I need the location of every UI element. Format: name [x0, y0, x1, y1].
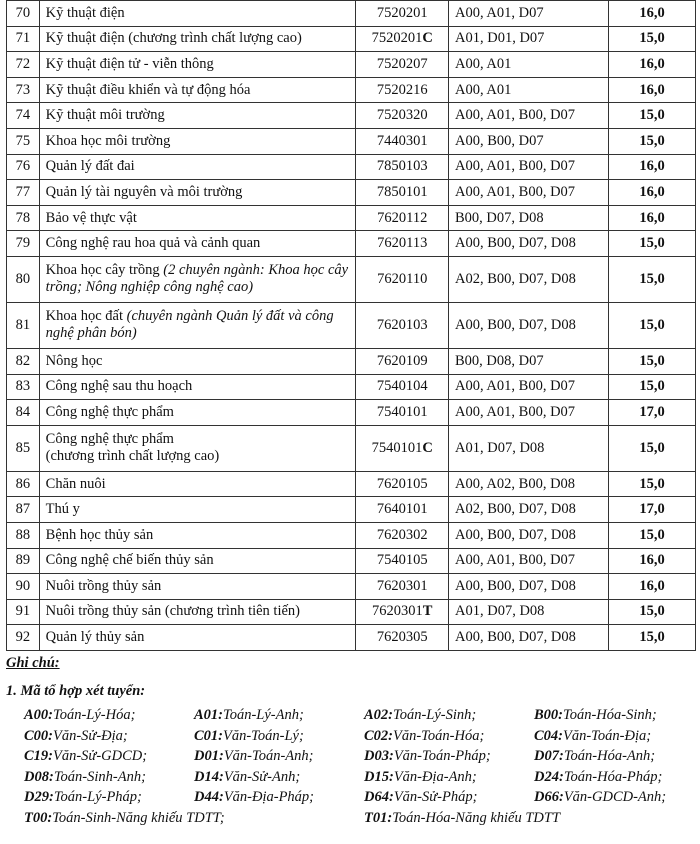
major-name-text: Bệnh học thủy sản: [45, 526, 154, 543]
table-row: [7, 180, 696, 206]
combo-subjects: Văn-Sử-Địa;: [53, 727, 128, 744]
major-code: [356, 154, 449, 180]
major-code-number: 7520207: [376, 55, 428, 72]
combo-row: [24, 705, 696, 726]
row-number: 87: [7, 497, 40, 523]
subject-combos: A02, B00, D07, D08: [449, 497, 609, 523]
table-row: [7, 302, 696, 348]
combo-code: D07:: [534, 748, 564, 764]
row-number: 84: [7, 400, 40, 426]
major-name-text: Công nghệ thực phẩm: [45, 403, 174, 420]
combo-subjects: Văn-Sử-Anh;: [223, 768, 301, 785]
table-row: [7, 574, 696, 600]
major-name: [39, 205, 356, 231]
combo-entry: [364, 767, 534, 788]
combo-code: C00:: [24, 727, 53, 744]
row-number: 85: [7, 425, 40, 471]
major-name: [39, 128, 356, 154]
cutoff-score: 15,0: [609, 302, 696, 348]
major-name: [39, 154, 356, 180]
major-code-number: 7850101: [376, 183, 428, 200]
combo-code: A02:: [364, 707, 393, 723]
subject-combos: A00, A01, B00, D07: [449, 548, 609, 574]
major-code-number: 7620103: [376, 316, 428, 333]
combo-entry: [194, 787, 364, 808]
cutoff-score: 17,0: [609, 400, 696, 426]
row-number: 70: [7, 1, 40, 27]
major-code-suffix: T: [422, 603, 433, 620]
row-number: 86: [7, 471, 40, 497]
row-number: 76: [7, 154, 40, 180]
major-name: [39, 471, 356, 497]
table-row: [7, 425, 696, 471]
table-row: [7, 471, 696, 497]
major-name: [39, 77, 356, 103]
row-number: 90: [7, 574, 40, 600]
major-name-text: Kỹ thuật điện tử - viễn thông: [45, 55, 214, 72]
cutoff-score: 15,0: [609, 256, 696, 302]
subject-combos: A00, A01, B00, D07: [449, 154, 609, 180]
major-name-text: Thú y: [45, 501, 80, 518]
table-row: [7, 103, 696, 129]
combo-subjects: Toán-Hóa-Sinh;: [563, 707, 657, 723]
major-name: [39, 256, 356, 302]
major-name-text: Khoa học đất: [45, 308, 123, 325]
major-name: [39, 231, 356, 257]
major-code: [356, 26, 449, 52]
combo-subjects: Văn-Toán-Pháp;: [393, 748, 491, 764]
subject-combos: A00, A02, B00, D08: [449, 471, 609, 497]
combo-code: C19:: [24, 748, 53, 764]
cutoff-score: 16,0: [609, 205, 696, 231]
cutoff-score: 15,0: [609, 231, 696, 257]
major-name: [39, 425, 356, 471]
table-row: [7, 26, 696, 52]
combo-code: D14:: [194, 768, 224, 785]
combo-subjects: Toán-Sinh-Năng khiếu TDTT;: [52, 809, 225, 826]
combo-entry: [364, 808, 560, 829]
combo-entry: [24, 705, 194, 726]
major-name-text: Nông học: [45, 352, 103, 369]
combo-row: [24, 787, 696, 808]
row-number: 74: [7, 103, 40, 129]
combo-code: T01:: [364, 809, 393, 826]
cutoff-score: 16,0: [609, 1, 696, 27]
major-code: [356, 302, 449, 348]
cutoff-score: 16,0: [609, 77, 696, 103]
combo-entry: [534, 726, 694, 747]
major-name: [39, 625, 356, 651]
combo-entry: [194, 705, 364, 726]
major-name-text: Kỹ thuật điện: [45, 4, 125, 21]
major-name: [39, 522, 356, 548]
combo-subjects: Toán-Hóa-Pháp;: [563, 768, 663, 785]
cutoff-score: 15,0: [609, 425, 696, 471]
combo-subjects: Toán-Lý-Hóa;: [53, 707, 136, 723]
table-row: [7, 52, 696, 78]
row-number: 77: [7, 180, 40, 206]
combo-subjects: Văn-Toán-Hóa;: [393, 727, 485, 744]
major-name: [39, 302, 356, 348]
combo-subjects: Văn-GDCD-Anh;: [563, 789, 667, 805]
combo-row: [24, 767, 696, 788]
table-row: [7, 205, 696, 231]
major-name-text: Công nghệ chế biến thủy sản: [45, 552, 214, 569]
major-name: [39, 1, 356, 27]
row-number: 92: [7, 625, 40, 651]
major-code-number: 7520201: [376, 4, 428, 21]
combo-subjects: Văn-Địa-Anh;: [393, 768, 477, 785]
row-number: 75: [7, 128, 40, 154]
major-code-number: 7620301: [376, 577, 428, 594]
table-row: [7, 497, 696, 523]
major-code-suffix: C: [422, 30, 433, 47]
combo-entry: [534, 746, 694, 767]
major-name: [39, 574, 356, 600]
major-name-note: (chuyên ngành Quản lý đất và công nghệ phân bón): [45, 308, 334, 342]
combo-row: [24, 808, 696, 829]
combo-subjects: Toán-Lý-Anh;: [223, 707, 304, 723]
major-name-note: (2 chuyên ngành: Khoa học cây trồng; Nông nghiệp công nghệ cao): [45, 262, 349, 296]
major-code: [356, 1, 449, 27]
combo-code: A01:: [194, 707, 223, 723]
combo-code: D44:: [194, 789, 224, 805]
combo-entry: [534, 767, 694, 788]
combo-entry: [364, 726, 534, 747]
subject-combos: A00, A01, B00, D07: [449, 400, 609, 426]
major-code: [356, 574, 449, 600]
major-code-number: 7440301: [376, 132, 428, 149]
subject-combos: B00, D07, D08: [449, 205, 609, 231]
major-name-text: Công nghệ thực phẩm: [45, 431, 174, 448]
major-code-number: 7640101: [376, 501, 428, 518]
major-code-number: 7620113: [377, 235, 428, 252]
combo-code: C02:: [364, 727, 393, 744]
major-code: [356, 77, 449, 103]
combo-code-list: [24, 705, 696, 828]
major-code: [356, 548, 449, 574]
combo-entry: [24, 808, 364, 829]
major-code-number: 7850103: [376, 158, 428, 175]
major-code-number: 7620301: [372, 603, 423, 620]
table-row: [7, 256, 696, 302]
admission-score-table: [6, 0, 696, 651]
combo-subjects: Văn-Sử-Pháp;: [393, 789, 478, 805]
cutoff-score: 17,0: [609, 497, 696, 523]
subject-combos: A00, B00, D07, D08: [449, 574, 609, 600]
row-number: 91: [7, 599, 40, 625]
combo-subjects: Văn-Toán-Anh;: [223, 748, 314, 764]
row-number: 71: [7, 26, 40, 52]
cutoff-score: 15,0: [609, 522, 696, 548]
major-name-text: Khoa học môi trường: [45, 132, 171, 149]
combo-entry: [24, 726, 194, 747]
subject-combos: A00, B00, D07: [449, 128, 609, 154]
major-name-text: Nuôi trồng thủy sản (chương trình tiên tiến): [45, 603, 301, 620]
table-row: [7, 599, 696, 625]
major-name-text: Công nghệ rau hoa quả và cảnh quan: [45, 235, 261, 252]
subject-combos: A01, D07, D08: [449, 599, 609, 625]
major-code: [356, 471, 449, 497]
subject-combos: A00, A01, D07: [449, 1, 609, 27]
major-name: [39, 180, 356, 206]
combo-entry: [364, 746, 534, 767]
major-name-text: Kỹ thuật môi trường: [45, 107, 165, 124]
combo-subjects: Văn-Địa-Pháp;: [223, 789, 315, 805]
major-code: [356, 256, 449, 302]
cutoff-score: 16,0: [609, 154, 696, 180]
table-row: [7, 128, 696, 154]
row-number: 72: [7, 52, 40, 78]
major-name-text: Quản lý tài nguyên và môi trường: [45, 183, 243, 200]
subject-combos: A01, D07, D08: [449, 425, 609, 471]
major-code-number: 7620110: [377, 270, 428, 287]
row-number: 73: [7, 77, 40, 103]
major-code-number: 7540101: [376, 403, 428, 420]
combo-code: D29:: [24, 789, 54, 805]
combo-code: A00:: [24, 707, 53, 723]
major-code: [356, 599, 449, 625]
row-number: 81: [7, 302, 40, 348]
combo-subjects: Toán-Hóa-Năng khiếu TDTT: [392, 809, 561, 826]
combo-code: D64:: [364, 789, 394, 805]
table-row: [7, 374, 696, 400]
major-code-number: 7620109: [376, 352, 428, 369]
major-code: [356, 374, 449, 400]
major-code-suffix: C: [422, 439, 433, 456]
combo-row: [24, 726, 696, 747]
major-name-text: Nuôi trồng thủy sản: [45, 577, 162, 594]
major-name: [39, 599, 356, 625]
major-code-number: 7540104: [376, 378, 428, 395]
table-row: [7, 548, 696, 574]
subject-combos: A00, B00, D07, D08: [449, 625, 609, 651]
table-row: [7, 1, 696, 27]
combo-code: T00:: [24, 809, 53, 826]
major-name: [39, 103, 356, 129]
major-code: [356, 625, 449, 651]
major-name-text: Kỹ thuật điện (chương trình chất lượng cao): [45, 30, 302, 47]
major-code: [356, 128, 449, 154]
notes-title: Ghi chú:: [6, 655, 60, 671]
major-code: [356, 497, 449, 523]
cutoff-score: 15,0: [609, 599, 696, 625]
major-code-number: 7520216: [376, 81, 428, 98]
combo-entry: [24, 746, 194, 767]
combo-entry: [364, 787, 534, 808]
cutoff-score: 15,0: [609, 625, 696, 651]
cutoff-score: 15,0: [609, 103, 696, 129]
major-name: [39, 400, 356, 426]
combo-subjects: Toán-Lý-Sinh;: [393, 707, 477, 723]
row-number: 89: [7, 548, 40, 574]
cutoff-score: 16,0: [609, 52, 696, 78]
notes-section: [6, 655, 696, 828]
major-code: [356, 522, 449, 548]
cutoff-score: 16,0: [609, 574, 696, 600]
major-name-text: Chăn nuôi: [45, 475, 106, 492]
major-code-number: 7620305: [376, 629, 428, 646]
table-row: [7, 348, 696, 374]
notes-subtitle: 1. Mã tổ hợp xét tuyển:: [6, 683, 146, 699]
cutoff-score: 15,0: [609, 348, 696, 374]
cutoff-score: 16,0: [609, 548, 696, 574]
major-name-text: Khoa học cây trồng: [45, 262, 160, 279]
combo-subjects: Toán-Sinh-Anh;: [53, 768, 146, 785]
major-name-text: Kỹ thuật điều khiển và tự động hóa: [45, 81, 251, 98]
combo-code: B00:: [534, 707, 563, 723]
table-row: [7, 522, 696, 548]
subject-combos: A00, B00, D07, D08: [449, 231, 609, 257]
subject-combos: A00, B00, D07, D08: [449, 302, 609, 348]
subject-combos: A00, A01: [449, 52, 609, 78]
subject-combos: A00, A01, B00, D07: [449, 180, 609, 206]
cutoff-score: 15,0: [609, 374, 696, 400]
major-code: [356, 180, 449, 206]
row-number: 82: [7, 348, 40, 374]
major-code: [356, 348, 449, 374]
subject-combos: B00, D08, D07: [449, 348, 609, 374]
subject-combos: A02, B00, D07, D08: [449, 256, 609, 302]
combo-code: D24:: [534, 768, 564, 785]
major-name: [39, 374, 356, 400]
combo-row: [24, 746, 696, 767]
major-name: [39, 497, 356, 523]
major-code-number: 7620302: [376, 526, 428, 543]
table-row: [7, 400, 696, 426]
combo-code: D03:: [364, 748, 394, 764]
subject-combos: A00, A01, B00, D07: [449, 103, 609, 129]
major-code-number: 7540105: [376, 552, 428, 569]
combo-entry: [24, 767, 194, 788]
major-code: [356, 425, 449, 471]
major-name-text: Công nghệ sau thu hoạch: [45, 378, 193, 395]
combo-entry: [194, 726, 364, 747]
row-number: 78: [7, 205, 40, 231]
row-number: 79: [7, 231, 40, 257]
subject-combos: A01, D01, D07: [449, 26, 609, 52]
row-number: 80: [7, 256, 40, 302]
major-name-text: Bảo vệ thực vật: [45, 209, 137, 226]
combo-code: D66:: [534, 789, 564, 805]
major-code-number: 7540101: [371, 439, 423, 456]
major-code: [356, 103, 449, 129]
major-name: [39, 52, 356, 78]
table-row: [7, 154, 696, 180]
combo-subjects: Văn-Toán-Lý;: [223, 727, 304, 744]
combo-entry: [194, 767, 364, 788]
subject-combos: A00, A01, B00, D07: [449, 374, 609, 400]
combo-subjects: Toán-Hóa-Anh;: [563, 748, 656, 764]
major-code-number: 7520320: [376, 107, 428, 124]
subject-combos: A00, A01: [449, 77, 609, 103]
major-name: [39, 348, 356, 374]
table-body: [7, 1, 696, 651]
combo-code: D08:: [24, 768, 54, 785]
cutoff-score: 16,0: [609, 180, 696, 206]
combo-subjects: Văn-Toán-Địa;: [563, 727, 652, 744]
combo-entry: [194, 746, 364, 767]
combo-entry: [24, 787, 194, 808]
major-name-line2: (chương trình chất lượng cao): [45, 448, 220, 465]
major-name: [39, 26, 356, 52]
major-code: [356, 231, 449, 257]
combo-code: C04:: [534, 727, 563, 744]
combo-subjects: Văn-Sử-GDCD;: [53, 748, 148, 764]
combo-code: D15:: [364, 768, 394, 785]
row-number: 88: [7, 522, 40, 548]
table-row: [7, 231, 696, 257]
major-code-number: 7620105: [376, 475, 428, 492]
combo-subjects: Toán-Lý-Pháp;: [53, 789, 142, 805]
combo-entry: [534, 787, 694, 808]
combo-entry: [534, 705, 694, 726]
combo-code: C01:: [194, 727, 223, 744]
major-code-number: 7620112: [377, 209, 428, 226]
major-code: [356, 52, 449, 78]
major-code-number: 7520201: [371, 30, 423, 47]
major-name: [39, 548, 356, 574]
major-name-text: Quản lý đất đai: [45, 158, 135, 175]
row-number: 83: [7, 374, 40, 400]
major-code: [356, 400, 449, 426]
major-code: [356, 205, 449, 231]
cutoff-score: 15,0: [609, 128, 696, 154]
table-row: [7, 625, 696, 651]
table-row: [7, 77, 696, 103]
major-name-text: Quản lý thủy sản: [45, 629, 145, 646]
subject-combos: A00, B00, D07, D08: [449, 522, 609, 548]
cutoff-score: 15,0: [609, 26, 696, 52]
cutoff-score: 15,0: [609, 471, 696, 497]
combo-code: D01:: [194, 748, 224, 764]
combo-entry: [364, 705, 534, 726]
